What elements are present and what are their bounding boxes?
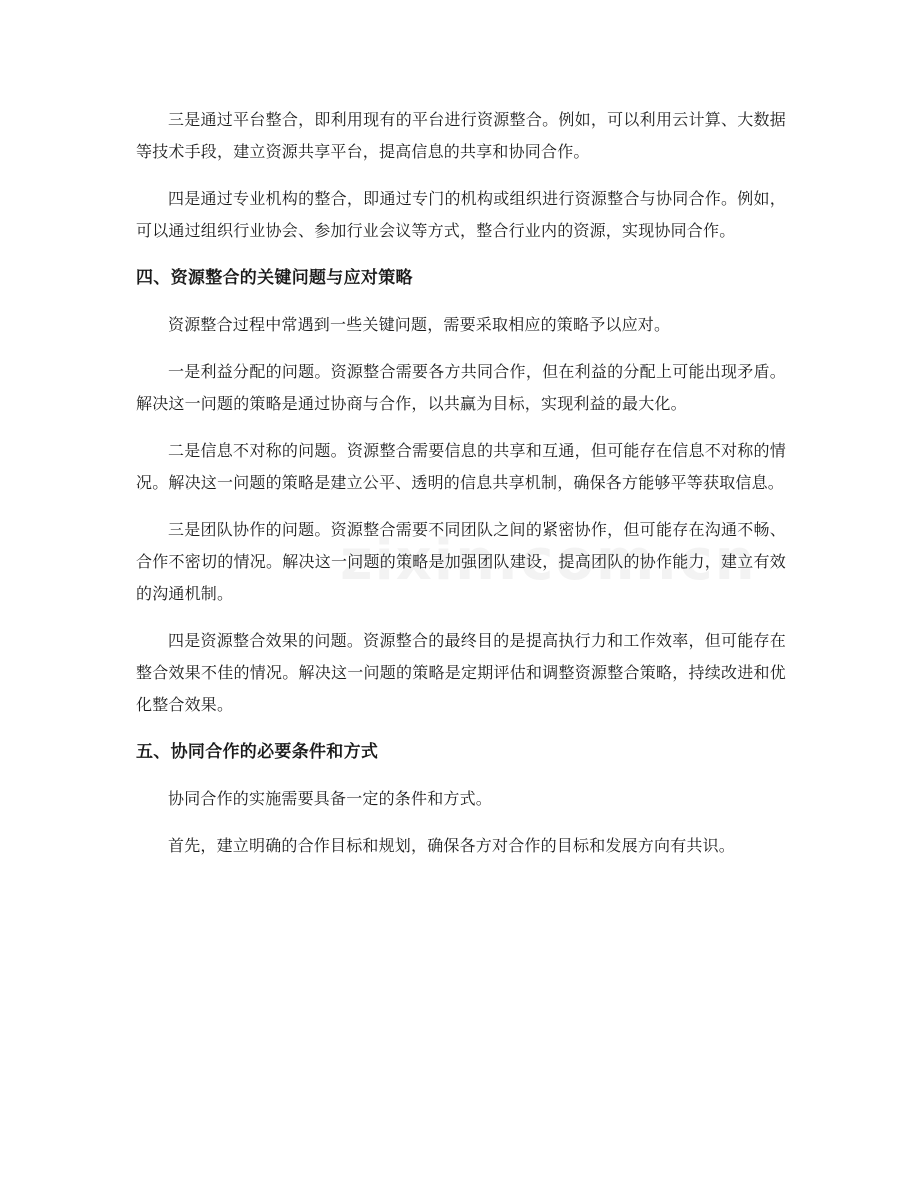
paragraph: 协同合作的实施需要具备一定的条件和方式。: [168, 789, 493, 808]
paragraph: 四是通过专业机构的整合，即通过专门的机构或组织进行资源整合与协同合作。例如，可以通过组织行业协会、参加行业会议等方式，整合行业内的资源，实现协同合作。: [136, 189, 786, 240]
paragraph: 资源整合过程中常遇到一些关键问题，需要采取相应的策略予以应对。: [168, 315, 671, 334]
paragraph: 一是利益分配的问题。资源整合需要各方共同合作，但在利益的分配上可能出现矛盾。解决这一问题的策略是通过协商与合作，以共赢为目标，实现利益的最大化。: [136, 362, 786, 413]
paragraph: 首先，建立明确的合作目标和规划，确保各方对合作的目标和发展方向有共识。: [168, 836, 736, 855]
paragraph: 三是通过平台整合，即利用现有的平台进行资源整合。例如，可以利用云计算、大数据等技术手段，建立资源共享平台，提高信息的共享和协同合作。: [136, 110, 786, 161]
paragraph: 四是资源整合效果的问题。资源整合的最终目的是提高执行力和工作效率，但可能存在整合效果不佳的情况。解决这一问题的策略是定期评估和调整资源整合策略，持续改进和优化整合效果。: [136, 631, 786, 714]
section-heading: 四、资源整合的关键问题与应对策略: [136, 268, 413, 288]
section-heading: 五、协同合作的必要条件和方式: [136, 742, 379, 762]
paragraph: 三是团队协作的问题。资源整合需要不同团队之间的紧密协作，但可能存在沟通不畅、合作不密切的情况。解决这一问题的策略是加强团队建设，提高团队的协作能力，建立有效的沟通机制。: [136, 520, 786, 603]
paragraph: 二是信息不对称的问题。资源整合需要信息的共享和互通，但可能存在信息不对称的情况。解决这一问题的策略是建立公平、透明的信息共享机制，确保各方能够平等获取信息。: [136, 441, 786, 492]
document-body: [136, 104, 786, 877]
